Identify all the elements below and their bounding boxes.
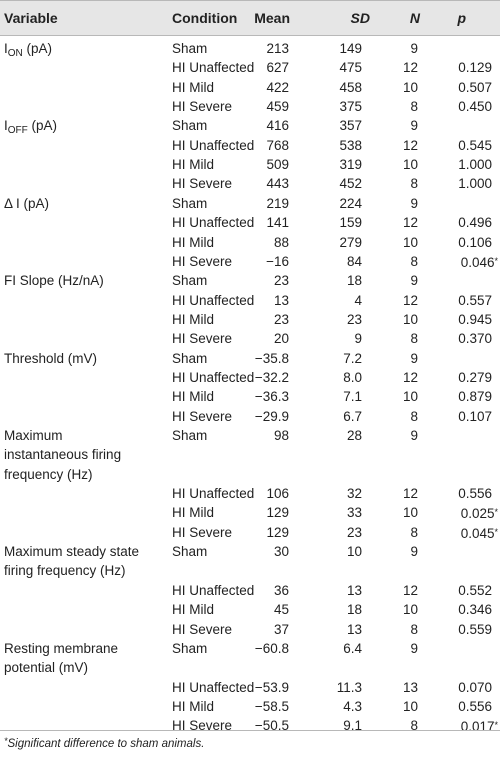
variable-text: Threshold (mV) <box>4 350 98 366</box>
cell-mean: −35.8 <box>254 350 289 366</box>
cell-condition: HI Unaffected <box>172 292 255 308</box>
cell-n: 9 <box>410 195 418 211</box>
cell-mean: 36 <box>273 582 289 598</box>
cell-sd: 149 <box>339 41 362 56</box>
cell-mean: 459 <box>266 99 289 115</box>
variable-text: Maximum <box>4 428 63 443</box>
cell-condition: HI Mild <box>172 389 215 405</box>
variable-unit: (pA) <box>27 118 58 134</box>
cell-condition: Sham <box>172 41 208 56</box>
cell-mean: 23 <box>273 273 289 289</box>
cell-sd: 6.7 <box>343 408 362 424</box>
cell-condition: Sham <box>172 118 208 134</box>
cell-p <box>458 329 492 348</box>
cell-mean: 30 <box>273 544 289 560</box>
cell-sd: 18 <box>346 602 362 618</box>
cell-condition: Sham <box>172 428 208 443</box>
variable-text: Δ I (pA) <box>4 195 50 211</box>
variable-text: I <box>4 41 8 56</box>
cell-n: 8 <box>410 718 418 734</box>
cell-mean: 23 <box>273 311 289 327</box>
cell-mean: 13 <box>273 292 289 308</box>
cell-sd: 11.3 <box>336 679 362 695</box>
cell-condition: HI Severe <box>172 408 233 424</box>
cell-condition: HI Unaffected <box>172 679 255 695</box>
cell-variable <box>4 194 49 213</box>
cell-sd: 6.4 <box>343 640 362 656</box>
p-value: 0.559 <box>458 621 492 637</box>
cell-condition: HI Unaffected <box>172 486 255 502</box>
cell-condition: HI Mild <box>172 234 215 250</box>
variable-text: firing frequency (Hz) <box>4 563 126 579</box>
cell-sd: 7.2 <box>343 350 362 366</box>
significance-mark: * <box>494 526 498 537</box>
cell-sd: 84 <box>346 253 362 269</box>
p-value: 0.370 <box>458 331 492 347</box>
cell-sd: 375 <box>339 99 362 115</box>
footnote-divider <box>0 730 500 731</box>
cell-sd: 33 <box>346 505 362 521</box>
cell-p <box>458 368 492 387</box>
variable-text: potential (mV) <box>4 660 89 676</box>
cell-variable <box>4 542 139 561</box>
cell-mean: 509 <box>266 157 289 173</box>
cell-mean: −16 <box>266 253 289 269</box>
cell-sd: 458 <box>339 79 362 95</box>
cell-p <box>458 174 492 193</box>
cell-mean: 213 <box>266 41 289 56</box>
cell-n: 12 <box>402 292 418 308</box>
variable-text: I <box>4 118 8 134</box>
cell-p <box>458 58 492 77</box>
cell-condition: HI Severe <box>172 524 233 540</box>
cell-variable <box>4 639 118 658</box>
cell-condition: HI Severe <box>172 718 233 734</box>
cell-condition: HI Severe <box>172 621 233 637</box>
cell-sd: 10 <box>346 544 362 560</box>
cell-sd: 9 <box>354 331 362 347</box>
header-sd: SD <box>350 10 370 26</box>
p-value: 0.129 <box>458 60 492 76</box>
cell-n: 9 <box>410 428 418 443</box>
header-variable: Variable <box>4 10 58 26</box>
cell-n: 10 <box>402 234 418 250</box>
cell-variable <box>4 271 104 290</box>
cell-condition: HI Unaffected <box>172 137 255 153</box>
cell-p <box>458 97 492 116</box>
cell-p <box>461 523 498 543</box>
cell-mean: 88 <box>273 234 289 250</box>
variable-text: Maximum steady state <box>4 544 140 560</box>
p-value: 1.000 <box>458 176 492 192</box>
p-value: 0.557 <box>458 292 492 308</box>
cell-mean: 219 <box>266 195 289 211</box>
p-value: 0.025 <box>460 506 495 522</box>
footnote <box>4 736 204 750</box>
cell-mean: −60.8 <box>254 640 289 656</box>
cell-mean: 416 <box>266 118 289 134</box>
cell-variable <box>4 445 121 464</box>
cell-sd: 13 <box>346 582 362 598</box>
cell-p <box>458 213 492 232</box>
cell-p <box>458 600 492 619</box>
variable-text: frequency (Hz) <box>4 466 93 482</box>
cell-n: 8 <box>410 524 418 540</box>
cell-sd: 9.1 <box>343 718 362 734</box>
cell-sd: 32 <box>346 486 362 502</box>
cell-sd: 13 <box>346 621 362 637</box>
cell-n: 8 <box>410 253 418 269</box>
header-p: p <box>457 10 466 26</box>
cell-n: 8 <box>410 99 418 115</box>
p-value: 0.346 <box>458 602 492 618</box>
cell-n: 9 <box>410 118 418 134</box>
cell-mean: 106 <box>266 486 289 502</box>
cell-mean: 20 <box>273 331 289 347</box>
p-value: 1.000 <box>458 157 492 173</box>
header-n: N <box>409 10 420 26</box>
table-header <box>0 0 500 36</box>
cell-variable <box>4 39 52 63</box>
cell-sd: 8.0 <box>343 369 362 385</box>
cell-condition: Sham <box>172 640 208 656</box>
cell-condition: Sham <box>172 195 208 211</box>
p-value: 0.507 <box>458 79 492 95</box>
cell-n: 12 <box>402 369 418 385</box>
cell-condition: Sham <box>172 544 208 560</box>
p-value: 0.879 <box>458 389 492 405</box>
cell-p <box>461 252 498 272</box>
cell-n: 10 <box>402 157 418 173</box>
cell-variable <box>4 426 63 445</box>
cell-mean: −58.5 <box>254 698 289 714</box>
p-value: 0.279 <box>458 369 492 385</box>
cell-mean: 768 <box>266 137 289 153</box>
cell-sd: 452 <box>339 176 362 192</box>
significance-mark: * <box>494 255 498 266</box>
cell-condition: HI Mild <box>172 311 215 327</box>
cell-n: 12 <box>402 215 418 231</box>
cell-n: 10 <box>402 602 418 618</box>
cell-n: 10 <box>402 505 418 521</box>
cell-condition: HI Severe <box>172 176 233 192</box>
cell-p <box>461 503 498 523</box>
cell-sd: 4 <box>354 292 362 308</box>
cell-condition: HI Mild <box>172 505 215 521</box>
variable-text: Resting membrane <box>4 640 119 656</box>
cell-n: 9 <box>410 273 418 289</box>
cell-sd: 279 <box>339 234 362 250</box>
footnote-text: Significant difference to sham animals. <box>7 738 205 750</box>
cell-p <box>458 678 492 697</box>
variable-unit: (pA) <box>22 41 53 56</box>
cell-n: 10 <box>402 698 418 714</box>
p-value: 0.945 <box>458 311 492 327</box>
cell-p <box>458 291 492 310</box>
cell-n: 12 <box>402 137 418 153</box>
cell-mean: 422 <box>266 79 289 95</box>
cell-n: 8 <box>410 621 418 637</box>
cell-p <box>458 387 492 406</box>
p-value: 0.450 <box>458 99 492 115</box>
cell-condition: HI Severe <box>172 253 233 269</box>
cell-sd: 224 <box>339 195 362 211</box>
cell-mean: 45 <box>273 602 289 618</box>
cell-sd: 23 <box>346 524 362 540</box>
cell-condition: Sham <box>172 273 208 289</box>
variable-subscript: OFF <box>7 125 28 137</box>
cell-p <box>458 136 492 155</box>
cell-sd: 538 <box>339 137 362 153</box>
cell-p <box>458 78 492 97</box>
cell-n: 9 <box>410 640 418 656</box>
p-value: 0.552 <box>458 582 492 598</box>
cell-p <box>458 310 492 329</box>
cell-condition: HI Unaffected <box>172 215 255 231</box>
cell-n: 9 <box>410 350 418 366</box>
cell-n: 8 <box>410 408 418 424</box>
cell-variable <box>4 658 88 677</box>
cell-n: 9 <box>410 544 418 560</box>
cell-sd: 18 <box>346 273 362 289</box>
p-value: 0.046 <box>460 254 495 270</box>
cell-variable <box>4 349 97 368</box>
cell-n: 8 <box>410 331 418 347</box>
cell-p <box>458 620 492 639</box>
cell-p <box>458 484 492 503</box>
cell-mean: 98 <box>273 428 289 443</box>
cell-sd: 357 <box>339 118 362 134</box>
cell-condition: HI Unaffected <box>172 369 255 385</box>
p-value: 0.070 <box>458 679 492 695</box>
cell-n: 8 <box>410 176 418 192</box>
cell-sd: 7.1 <box>343 389 362 405</box>
cell-condition: Sham <box>172 350 208 366</box>
cell-mean: 141 <box>266 215 289 231</box>
cell-p <box>458 155 492 174</box>
cell-mean: −32.2 <box>254 369 289 385</box>
p-value: 0.106 <box>458 234 492 250</box>
p-value: 0.107 <box>458 408 492 424</box>
cell-condition: HI Mild <box>172 602 215 618</box>
p-value: 0.045 <box>460 525 495 541</box>
significance-mark: * <box>494 507 498 518</box>
p-value: 0.017 <box>460 719 495 735</box>
cell-variable <box>4 465 93 484</box>
cell-mean: −50.5 <box>254 718 289 734</box>
variable-text: instantaneous firing <box>4 447 122 463</box>
cell-p <box>458 233 492 252</box>
cell-variable <box>4 561 126 580</box>
cell-p <box>458 407 492 426</box>
header-mean: Mean <box>254 10 290 26</box>
cell-variable <box>4 116 57 140</box>
cell-mean: 37 <box>273 621 289 637</box>
p-value: 0.545 <box>458 137 492 153</box>
cell-condition: HI Unaffected <box>172 582 255 598</box>
cell-mean: −53.9 <box>254 679 289 695</box>
cell-mean: −29.9 <box>254 408 289 424</box>
cell-condition: HI Mild <box>172 157 215 173</box>
cell-n: 10 <box>402 389 418 405</box>
cell-sd: 28 <box>346 428 362 443</box>
cell-sd: 319 <box>339 157 362 173</box>
cell-condition: HI Severe <box>172 99 233 115</box>
cell-sd: 23 <box>346 311 362 327</box>
cell-p <box>458 697 492 716</box>
significance-mark: * <box>494 720 498 731</box>
cell-n: 13 <box>402 679 418 695</box>
cell-n: 9 <box>410 41 418 56</box>
cell-condition: HI Mild <box>172 698 215 714</box>
p-value: 0.556 <box>458 698 492 714</box>
cell-condition: HI Severe <box>172 331 233 347</box>
cell-mean: 443 <box>266 176 289 192</box>
footnote-mark: * <box>4 736 8 746</box>
cell-condition: HI Unaffected <box>172 60 255 76</box>
variable-text: FI Slope (Hz/nA) <box>4 273 104 289</box>
cell-mean: −36.3 <box>254 389 289 405</box>
cell-sd: 159 <box>339 215 362 231</box>
cell-n: 10 <box>402 79 418 95</box>
cell-sd: 4.3 <box>343 698 362 714</box>
cell-mean: 129 <box>266 505 289 521</box>
p-value: 0.496 <box>458 215 492 231</box>
cell-p <box>461 716 498 736</box>
p-value: 0.556 <box>458 486 492 502</box>
cell-n: 12 <box>402 486 418 502</box>
cell-mean: 129 <box>266 524 289 540</box>
cell-mean: 627 <box>266 60 289 76</box>
header-condition: Condition <box>172 10 238 26</box>
cell-p <box>458 581 492 600</box>
variable-subscript: ON <box>7 48 23 59</box>
cell-n: 12 <box>402 582 418 598</box>
cell-condition: HI Mild <box>172 79 215 95</box>
cell-n: 12 <box>402 60 418 76</box>
cell-sd: 475 <box>339 60 362 76</box>
cell-n: 10 <box>402 311 418 327</box>
